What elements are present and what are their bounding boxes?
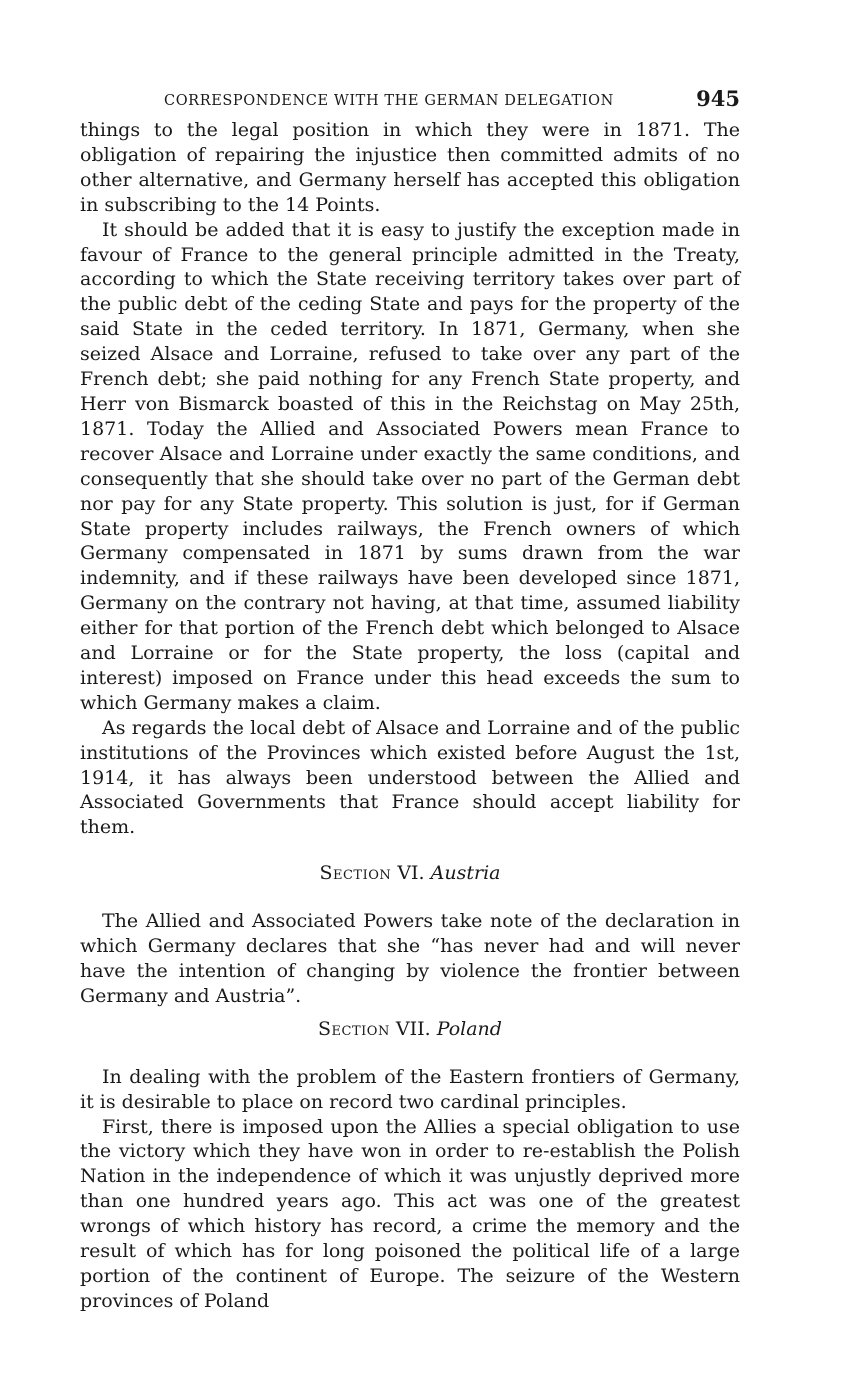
running-header [80, 86, 740, 118]
paragraph-local-debt: As regards the local debt of Alsace and Lorraine and of the public institutions of the Provinces which existed before August the 1st, 1914, it has always been understood between the Allied and Associated Governments that France should accept liability for them. [80, 716, 740, 839]
section-number: VI. [397, 862, 425, 885]
running-title: CORRESPONDENCE WITH THE GERMAN DELEGATION [164, 93, 614, 109]
paragraph-austria: The Allied and Associated Powers take note of the declaration in which Germany declares that she “has never had and will never have the intention of changing by violence the frontier between Germany and Austria”. [80, 910, 740, 1007]
section-label: Section [319, 862, 392, 885]
section-label: Section [318, 1017, 390, 1040]
section-heading-poland [80, 1017, 740, 1042]
page-number: 945 [696, 86, 740, 111]
paragraph-eastern-frontiers: In dealing with the problem of the Eastern frontiers of Germany, it is desirable to place on record two cardinal principles. [80, 1065, 740, 1113]
paragraph-continued: things to the legal position in which they were in 1871. The obligation of repairing the injustice then committed admits of no other alternative, and Germany herself has accepted this obligation in subscribing to the 14 Points. [80, 119, 740, 216]
section-number: VII. [395, 1017, 431, 1040]
section-heading-austria [80, 861, 740, 886]
paragraph-exception-france: It should be added that it is easy to justify the exception made in favour of France to the general principle admitted in the Treaty, according to which the State receiving territory takes over part of the public debt of the ceding State and pays for the property of the said State in the ceded territory. In 1871, Germany, when she seized Alsace and Lorraine, refused to take over any part of the French debt; she paid nothing for any French State property, and Herr von Bismarck boasted of this in the Reichstag on May 25th, 1871. Today the Allied and Associated Powers mean France to recover Alsace and Lorraine under exactly the same conditions, and consequently that she should take over no part of the German debt nor pay for any State property. This solution is just, for if German State property includes railways, the French owners of which Germany compensated in 1871 by sums drawn from the war indemnity, and if these railways have been developed since 1871, Germany on the contrary not having, at that time, assumed liability either for that portion of the French debt which belonged to Alsace and Lorraine or for the State property, the loss (capital and interest) imposed on France under this head exceeds the sum to which Germany makes a claim. [80, 218, 740, 714]
paragraph-polish-nation: First, there is imposed upon the Allies a special obligation to use the victory which they have won in order to re-establish the Polish Nation in the independence of which it was unjustly deprived more than one hundred years ago. This act was one of the greatest wrongs of which history has record, a crime the memory and the result of which has for long poisoned the political life of a large portion of the continent of Europe. The seizure of the Western provinces of Poland [80, 1115, 740, 1312]
document-page [80, 86, 740, 1314]
section-title: Poland [436, 1017, 502, 1040]
section-title: Austria [430, 862, 501, 885]
